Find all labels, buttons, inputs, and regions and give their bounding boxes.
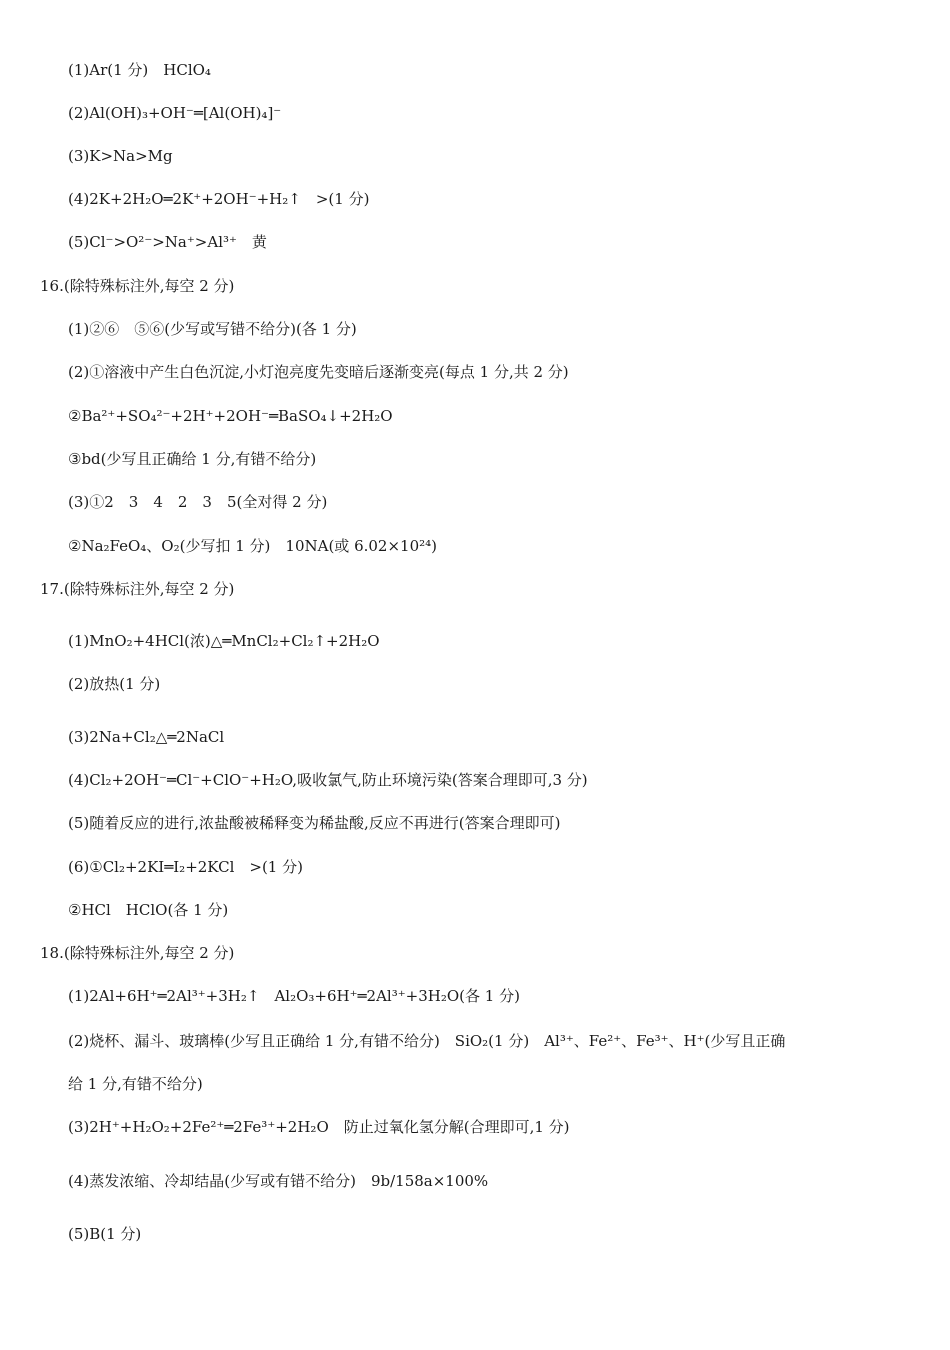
answer-18-3: (3)2H⁺+H₂O₂+2Fe²⁺═2Fe³⁺+2H₂O 防止过氧化氢分解(合理即可,1 分) [68,1118,570,1136]
answer-17-5: (5)随着反应的进行,浓盐酸被稀释变为稀盐酸,反应不再进行(答案合理即可) [68,814,561,832]
answer-16-3-1: (3)①2 3 4 2 3 5(全对得 2 分) [68,493,328,511]
answer-17-1: (1)MnO₂+4HCl(浓)△═MnCl₂+Cl₂↑+2H₂O [68,632,380,650]
answer-17-4: (4)Cl₂+2OH⁻═Cl⁻+ClO⁻+H₂O,吸收氯气,防止环境污染(答案合理即可,3 分) [68,771,588,789]
answer-16-prev-3: (3)K>Na>Mg [68,147,173,165]
answer-16-2-2: ②Ba²⁺+SO₄²⁻+2H⁺+2OH⁻═BaSO₄↓+2H₂O [68,407,393,425]
answer-18-4: (4)蒸发浓缩、冷却结晶(少写或有错不给分) 9b/158a×100% [68,1172,489,1190]
answer-16-1: (1)②⑥ ⑤⑥(少写或写错不给分)(各 1 分) [68,320,357,338]
answer-16-prev-1: (1)Ar(1 分) HClO₄ [68,61,211,79]
answer-16-2-1: (2)①溶液中产生白色沉淀,小灯泡亮度先变暗后逐渐变亮(每点 1 分,共 2 分) [68,363,569,381]
answer-17-2: (2)放热(1 分) [68,675,161,693]
answer-16-prev-4: (4)2K+2H₂O═2K⁺+2OH⁻+H₂↑ >(1 分) [68,190,370,208]
answer-18-2-cont: 给 1 分,有错不给分) [68,1075,203,1093]
question-17-heading: 17.(除特殊标注外,每空 2 分) [40,580,235,598]
answer-17-6-1: (6)①Cl₂+2KI═I₂+2KCl >(1 分) [68,858,303,876]
answer-16-3-2: ②Na₂FeO₄、O₂(少写扣 1 分) 10NA(或 6.02×10²⁴) [68,537,437,555]
answer-18-2: (2)烧杯、漏斗、玻璃棒(少写且正确给 1 分,有错不给分) SiO₂(1 分) Al³⁺、Fe²⁺、Fe³⁺、H⁺(少写且正确 [68,1032,786,1050]
answer-18-1: (1)2Al+6H⁺═2Al³⁺+3H₂↑ Al₂O₃+6H⁺═2Al³⁺+3H₂O(各 1 分) [68,987,520,1005]
question-18-heading: 18.(除特殊标注外,每空 2 分) [40,944,235,962]
answer-18-5: (5)B(1 分) [68,1225,142,1243]
answer-16-prev-2: (2)Al(OH)₃+OH⁻═[Al(OH)₄]⁻ [68,104,282,122]
answer-16-2-3: ③bd(少写且正确给 1 分,有错不给分) [68,450,317,468]
answer-17-3: (3)2Na+Cl₂△═2NaCl [68,728,225,746]
answer-16-prev-5: (5)Cl⁻>O²⁻>Na⁺>Al³⁺ 黄 [68,233,267,251]
answer-17-6-2: ②HCl HClO(各 1 分) [68,901,229,919]
question-16-heading: 16.(除特殊标注外,每空 2 分) [40,277,235,295]
